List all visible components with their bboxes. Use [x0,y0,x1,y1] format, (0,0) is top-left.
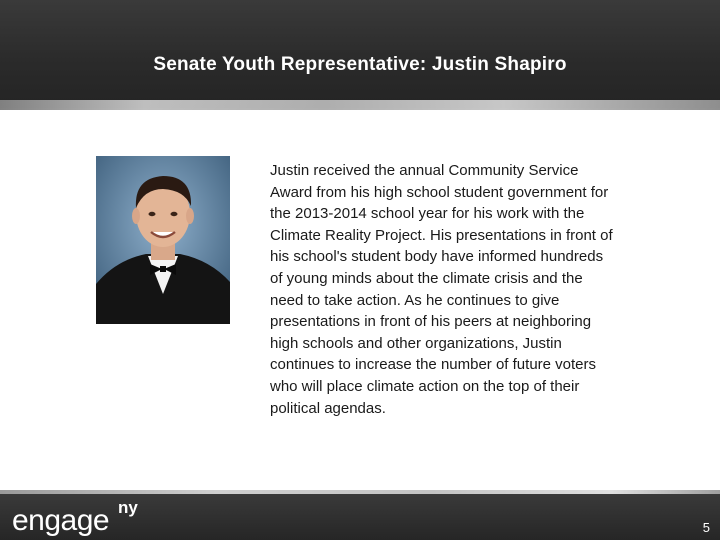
slide-body-text: Justin received the annual Community Service Award from his high school student government for the 2013-2014 school year for his work with the Climate Reality Project. His presentations in front of his school's student body have informed hundreds of young minds about the climate crisis and the need to take action. As he continues to give presentations in front of his peers at neighboring high schools and other organizations, Justin continues to increase the number of future voters who will place climate action on the top of their political agendas. [270,162,613,417]
page-number: 5 [702,520,710,535]
portrait-photo [96,156,230,324]
logo-main-text: engage [12,504,110,537]
portrait-image [96,156,230,324]
content-area [0,110,720,494]
slide-title: Senate Youth Representative: Justin Shapiro [153,54,567,75]
logo-superscript-text: ny [118,498,138,517]
